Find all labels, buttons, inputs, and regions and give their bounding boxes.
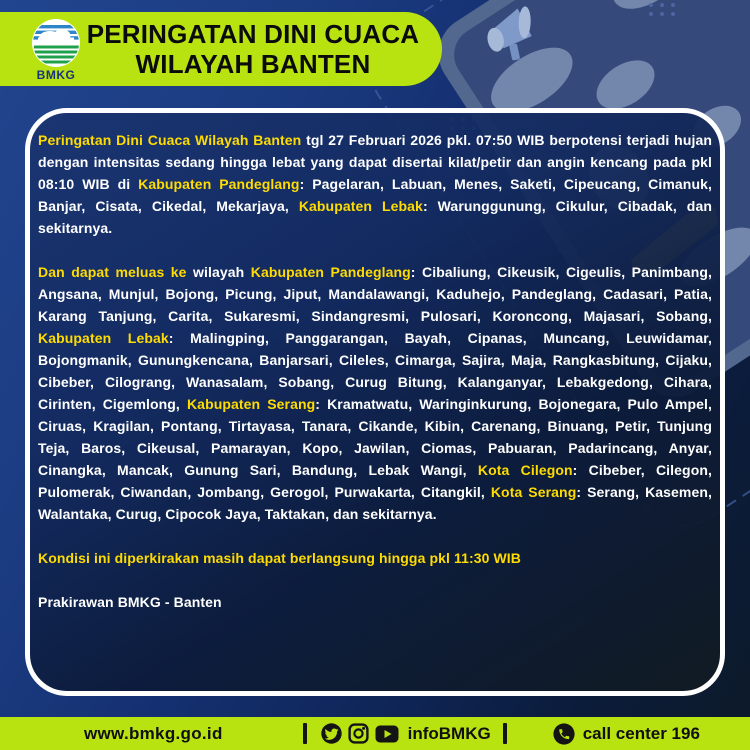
social-media-group bbox=[321, 723, 491, 744]
body-text: : Cibeber, Cilegon, Pulomerak, Ciwandan, Jombang, Gerogol, Purwakarta, Citangkil, bbox=[38, 462, 712, 500]
footer-bar bbox=[0, 717, 750, 750]
twitter-icon bbox=[321, 723, 342, 744]
body-text: : Malingping, Panggarangan, Bayah, Cipanas, Muncang, Leuwidamar, Bojongmanik, Gunungkencana, Banjarsari, Cileles, Cimarga, Sajira, Maja, Rangkasbitung, Cijaku, Cibeber, Cilograng, Wanasalam, Sobang, Curug Bitung, Kalanganyar, Lebakgedong, Cihara, Cirinten, Cigemlong, bbox=[38, 330, 712, 412]
highlighted-text: Kabupaten Pandeglang bbox=[138, 176, 300, 192]
youtube-icon bbox=[375, 725, 399, 743]
body-text: tgl 27 Februari 2026 pkl. 07:50 WIB berpotensi terjadi hujan dengan intensitas sedang hingga lebat yang dapat disertai kilat/petir dan angin kencang pada pkl 08:10 WIB di bbox=[38, 132, 712, 192]
page-title bbox=[84, 19, 442, 79]
social-handle: infoBMKG bbox=[407, 723, 491, 743]
title-line-1: PERINGATAN DINI CUACA bbox=[86, 19, 420, 49]
forecaster-signature bbox=[38, 591, 712, 613]
highlighted-text: Kota Cilegon bbox=[477, 462, 573, 478]
body-text: : Cibaliung, Cikeusik, Cigeulis, Panimbang, Angsana, Munjul, Bojong, Picung, Jiput, Mandalawangi, Kaduhejo, Pandeglang, Cadasari, Patia, Karang Tanjung, Carita, Sukaresmi, Sindangresmi, Pulosari, Koroncong, Majasari, Sobang, bbox=[38, 264, 712, 324]
highlighted-text: Dan dapat meluas ke bbox=[38, 264, 187, 280]
highlighted-text: Kabupaten Serang bbox=[186, 396, 316, 412]
bmkg-logo-icon bbox=[31, 18, 81, 68]
footer-divider bbox=[503, 723, 507, 744]
body-text: Prakirawan BMKG - Banten bbox=[38, 594, 222, 610]
body-text: wilayah bbox=[186, 264, 251, 280]
phone-icon bbox=[553, 723, 575, 745]
highlighted-text: Kota Serang bbox=[490, 484, 577, 500]
highlighted-text: Kabupaten Lebak bbox=[38, 330, 169, 346]
expansion-paragraph bbox=[38, 261, 712, 525]
call-center-group bbox=[553, 723, 700, 745]
header-banner bbox=[0, 12, 442, 86]
body-text: : Pagelaran, Labuan, Menes, Saketi, Cipeucang, Cimanuk, Banjar, Cisata, Cikedal, Mekarjaya, bbox=[38, 176, 712, 214]
highlighted-text: Peringatan Dini Cuaca Wilayah Banten bbox=[38, 132, 302, 148]
highlighted-text: Kabupaten Lebak bbox=[298, 198, 423, 214]
body-text: : Serang, Kasemen, Walantaka, Curug, Cipocok Jaya, Taktakan, dan sekitarnya. bbox=[38, 484, 713, 522]
bmkg-logo bbox=[28, 18, 84, 81]
body-text: : Kramatwatu, Waringinkurung, Bojonegara, Pulo Ampel, Ciruas, Kragilan, Pontang, Tirtayasa, Tanara, Cikande, Kibin, Carenang, Binuang, Petir, Tunjung Teja, Baros, Cikeusal, Pamarayan, Kopo, Jawilan, Ciomas, Pabuaran, Padarincang, Anyar, Cinangka, Mancak, Gunung Sari, Bandung, Lebak Wangi, bbox=[38, 396, 712, 478]
warning-panel bbox=[25, 108, 725, 696]
instagram-icon bbox=[348, 723, 369, 744]
footer-divider bbox=[303, 723, 307, 744]
highlighted-text: Kabupaten Pandeglang bbox=[250, 264, 411, 280]
body-text: : Warunggunung, Cikulur, Cibadak, dan sekitarnya. bbox=[38, 198, 712, 236]
title-line-2: WILAYAH BANTEN bbox=[135, 49, 371, 79]
call-center-label: call center 196 bbox=[582, 723, 700, 743]
warning-paragraph bbox=[38, 129, 712, 239]
website-url: www.bmkg.go.id bbox=[84, 723, 223, 743]
duration-note bbox=[38, 547, 712, 569]
bmkg-logo-text: BMKG bbox=[36, 67, 76, 82]
highlighted-text: Kondisi ini diperkirakan masih dapat berlangsung hingga pkl 11:30 WIB bbox=[38, 550, 521, 566]
